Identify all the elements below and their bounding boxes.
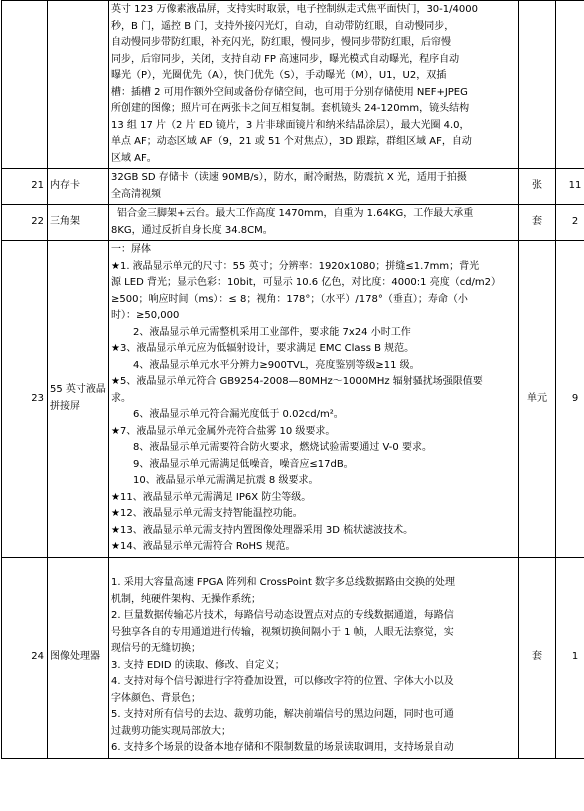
spec-line: 字体颜色、背景色；: [111, 692, 201, 704]
spec-line: ★11、液晶显示单元需满足 IP6X 防尘等级。: [111, 491, 312, 503]
table-row-tripod: [2, 205, 584, 241]
spec-line: 区域 AF。: [111, 152, 157, 164]
spec-line: 单点 AF；动态区域 AF（9，21 或 51 个对焦点），3D 跟踪，群组区域 AF，自动: [111, 136, 472, 147]
item-spec-cell: [109, 205, 519, 241]
item-qty-cell: 9: [556, 241, 584, 558]
spec-line: 现信号的无缝切换；: [111, 643, 201, 654]
spec-line: 自动慢同步带防红眼，补充闪光，防红眼，慢同步，慢同步带防红眼，后帘慢: [111, 37, 451, 48]
spec-line: ★14、液晶显示单元需符合 RoHS 规范。: [111, 541, 296, 552]
item-unit-cell: [519, 1, 556, 169]
spec-line: 13 组 17 片（2 片 ED 镜片，3 片非球面镜片和纳米结晶涂层），最大光圈 4.0，: [111, 119, 470, 131]
spec-line: 号独享各自的专用通道进行传输，视频切换间隔小于 1 帧，人眼无法察觉，实: [111, 626, 454, 638]
item-name-cell: 图像处理器: [48, 557, 109, 758]
item-number-cell: 23: [2, 241, 48, 558]
item-unit-cell: 单元: [519, 241, 556, 558]
spec-line: 所创建的图像；照片可在两张卡之间互相复制。套机镜头 24-120mm，镜头结构: [111, 103, 470, 114]
item-qty-cell: 1: [556, 557, 584, 758]
spec-line: 8KG，通过反折自身长度 34.8CM。: [111, 224, 273, 236]
item-unit-cell: 套: [519, 205, 556, 241]
spec-line: 4、液晶显示单元水平分辨力≥900TVL，亮度鉴别等级≥11 级。: [133, 359, 420, 371]
spec-line: 4. 支持对每个信号源进行字符叠加设置，可以修改字符的位置、字体大小以及: [111, 676, 454, 687]
spec-line: 机制，纯硬件架构、无操作系统；: [111, 593, 261, 605]
spec-line: 过裁剪功能实现局部放大；: [111, 725, 231, 737]
table-row-image-processor: [2, 557, 584, 758]
spec-line: 2. 巨量数据传输芯片技术，每路信号动态设置点对点的专线数据通道，每路信: [111, 610, 454, 621]
spec-line: ★13、液晶显示单元需支持内置图像处理器采用 3D 梳状滤波技术。: [111, 524, 414, 536]
spec-heading: 一：屏体: [111, 244, 151, 255]
item-unit-cell: 套: [519, 557, 556, 758]
spec-line: 秒，B 门，遥控 B 门，支持外接闪光灯，自动，自动带防红眼，自动慢同步，: [111, 20, 455, 32]
spec-line: 槽：插槽 2 可用作额外空间或备份存储空间，也可用于分别存储使用 NEF+JPEG: [111, 86, 468, 98]
table-row-lcd-splice-screen: [2, 241, 584, 558]
spec-line: ★3、液晶显示单元应为低辐射设计，要求满足 EMC Class B 规范。: [111, 343, 415, 354]
item-name-cell: [48, 1, 109, 169]
spec-line: 时）：≥50,000: [111, 310, 180, 321]
item-spec-cell: [109, 1, 519, 169]
item-name-cell: 内存卡: [48, 169, 109, 205]
spec-line: 源 LED 背光；显示色彩：10bit，可显示 10.6 亿色，对比度：4000:1 亮度（cd/m2）: [111, 277, 502, 288]
item-number-cell: [2, 1, 48, 169]
spec-line: 1. 采用大容量高速 FPGA 阵列和 CrossPoint 数字多总线数据路由交换的处理: [111, 577, 456, 588]
item-number-cell: 21: [2, 169, 48, 205]
spec-line: 5. 支持对所有信号的去边、裁剪功能，解决前端信号的黑边问题，同时也可通: [111, 709, 454, 720]
spec-table: [1, 0, 584, 759]
spec-line: ★7、液晶显示单元金属外壳符合盐雾 10 级要求。: [111, 425, 336, 437]
spec-line: ≥500；响应时间（ms）：≤ 8；视角：178°；（水平）/178°（垂直）；寿命（小: [111, 293, 468, 305]
spec-line: 求。: [111, 392, 131, 404]
spec-line: 32GB SD 存储卡（读速 90MB/s），防水，耐冷耐热，防震抗 X 光，适用于拍摄: [111, 172, 467, 183]
item-qty-cell: [556, 1, 584, 169]
item-unit-cell: 张: [519, 169, 556, 205]
spec-line: 3. 支持 EDID 的读取、修改、自定义；: [111, 659, 285, 671]
spec-line: 同步，后帘同步，关闭，支持自动 FP 高速同步，曝光模式自动曝光，程序自动: [111, 53, 460, 65]
spec-line: ★12、液晶显示单元需支持智能温控功能。: [111, 508, 303, 519]
table-row-memory-card: [2, 169, 584, 205]
spec-line: 8、液晶显示单元需要符合防火要求，燃烧试验需要通过 V-0 要求。: [133, 442, 432, 453]
spec-line: ★5、液晶显示单元符合 GB9254-2008—80MHz～1000MHz 辐射骚扰场强限值要: [111, 376, 483, 387]
item-spec-cell: [109, 169, 519, 205]
item-spec-cell: [109, 557, 519, 758]
spec-line: 2、液晶显示单元需整机采用工业部件，要求能 7x24 小时工作: [133, 326, 411, 338]
spec-line: 全高清视频: [111, 188, 161, 200]
spec-line: 6、液晶显示单元符合漏光度低于 0.02cd/m²。: [133, 409, 344, 420]
spec-line: 6. 支持多个场景的设备本地存储和不限制数量的场景读取调用，支持场景自动: [111, 742, 454, 753]
spec-line: ★1. 液晶显示单元的尺寸：55 英寸；分辨率：1920x1080；拼缝≤1.7mm；背光: [111, 260, 480, 272]
item-name-cell: 三角架: [48, 205, 109, 241]
spec-line: 9、液晶显示单元需满足低噪音，噪音应≤17dB。: [133, 458, 354, 470]
spec-line: [111, 559, 516, 576]
item-spec-cell: [109, 241, 519, 558]
table-row-camera-continued: [2, 1, 584, 169]
item-name-cell: 55 英寸液晶拼接屏: [48, 241, 109, 558]
item-number-cell: 24: [2, 557, 48, 758]
item-qty-cell: 11: [556, 169, 584, 205]
item-qty-cell: 2: [556, 205, 584, 241]
spec-line: 英寸 123 万像素液晶屏，支持实时取景，电子控制纵走式焦平面快门，30-1/4000: [111, 4, 478, 15]
spec-line: 曝光（P），光圈优先（A），快门优先（S），手动曝光（M），U1，U2，双插: [111, 70, 447, 81]
spec-line: 10、液晶显示单元需满足抗震 8 级要求。: [133, 475, 319, 486]
item-number-cell: 22: [2, 205, 48, 241]
spec-line: 铝合金三脚架+云台。最大工作高度 1470mm，自重为 1.64KG，工作最大承重: [117, 208, 474, 219]
